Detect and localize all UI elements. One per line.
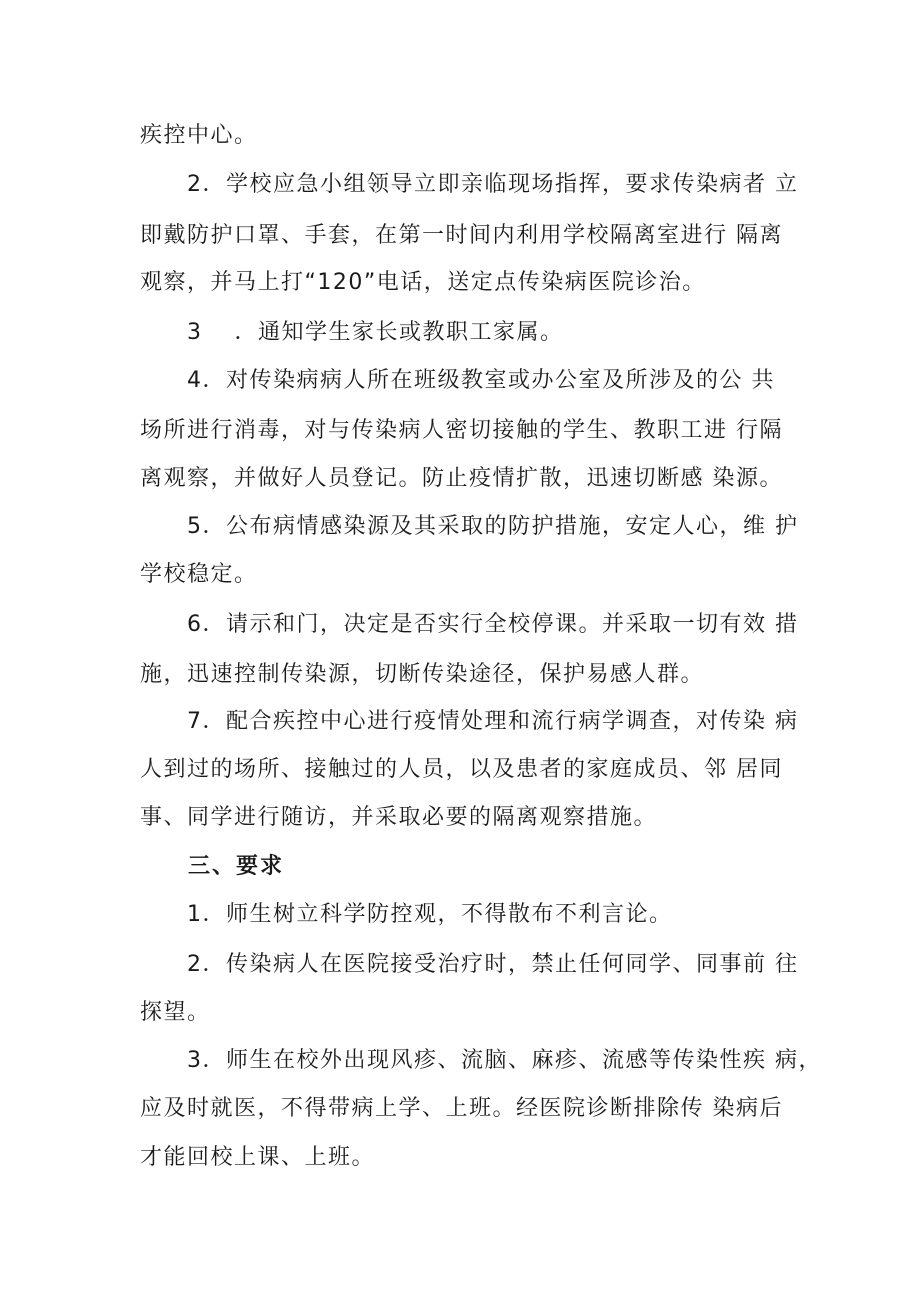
paragraph-6-line: 施，迅速控制传染源，切断传染途径，保护易感人群。 [140,662,705,687]
paragraph-7-line: 事、同学进行随访，并采取必要的隔离观察措施。 [140,805,658,830]
paragraph-5-line: 学校稳定。 [140,562,258,587]
paragraph-2-line: 观察，并马上打“120”电话，送定点传染病医院诊治。 [140,270,706,295]
paragraph-5-line: 5．公布病情感染源及其采取的防护措施，安定人心，维 护 [187,514,799,539]
paragraph-3-line: 3 ．通知学生家长或教职工家属。 [187,320,564,345]
paragraph-4-line: 场所进行消毒，对与传染病人密切接触的学生、教职工进 行隔 [140,418,783,443]
requirement-3-line: 应及时就医，不得带病上学、上班。经医院诊断排除传 染病后 [140,1096,783,1121]
text-line: 疾控中心。 [140,123,258,148]
paragraph-4-line: 4．对传染病病人所在班级教室或办公室及所涉及的公 共 [187,368,775,393]
requirement-3-line: 才能回校上课、上班。 [140,1145,376,1170]
paragraph-7-line: 7．配合疾控中心进行疫情处理和流行病学调查，对传染 病 [187,709,799,734]
paragraph-2-line: 2．学校应急小组领导立即亲临现场指挥，要求传染病者 立 [187,172,799,197]
requirement-1-line: 1．师生树立科学防控观，不得散布不利言论。 [187,902,673,927]
section-heading: 三、要求 [188,854,285,879]
paragraph-4-line: 离观察，并做好人员登记。防止疫情扩散，迅速切断感 染源。 [140,466,783,491]
requirement-2-line: 2．传染病人在医院接受治疗时，禁止任何同学、同事前 往 [187,952,799,977]
requirement-3-line: 3．师生在校外出现风疹、流脑、麻疹、流感等传染性疾 病， [187,1048,822,1073]
paragraph-6-line: 6．请示和门，决定是否实行全校停课。并采取一切有效 措 [187,612,799,637]
paragraph-7-line: 人到过的场所、接触过的人员，以及患者的家庭成员、邻 居同 [140,757,783,782]
requirement-2-line: 探望。 [140,1000,211,1025]
paragraph-2-line: 即戴防护口罩、手套，在第一时间内利用学校隔离室进行 隔离 [140,223,783,248]
